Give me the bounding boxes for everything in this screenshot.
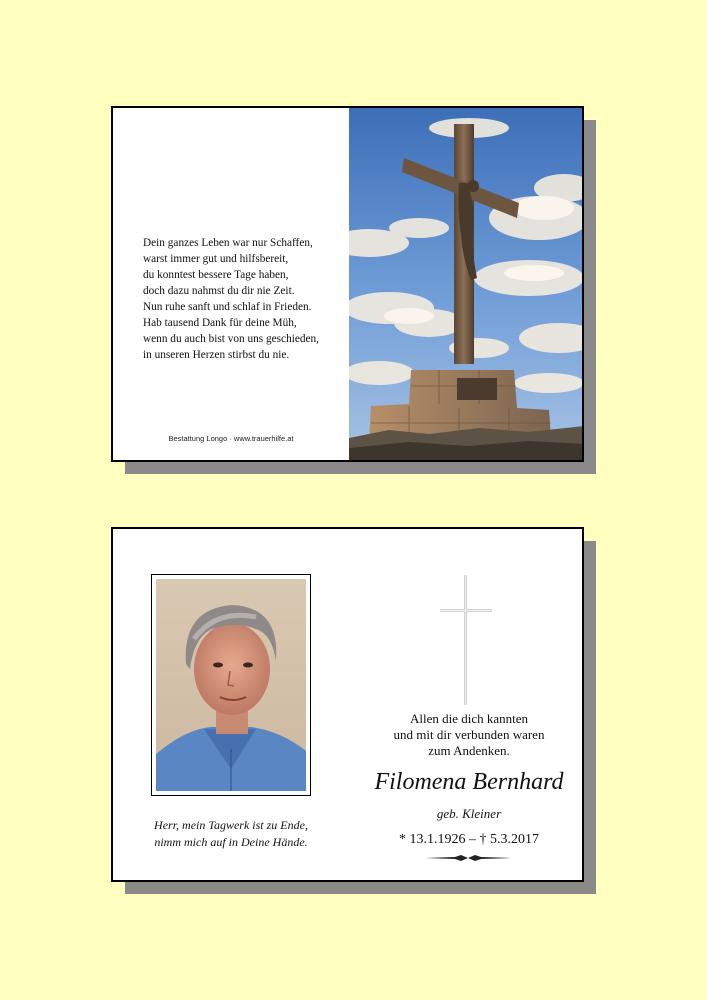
portrait-photo <box>156 579 306 791</box>
closing-verse <box>113 817 349 851</box>
poem-line: Dein ganzes Leben war nur Schaffen, <box>143 237 313 249</box>
poem-line: doch dazu nahmst du dir nie Zeit. <box>143 285 295 297</box>
poem-line: in unseren Herzen stirbst du nie. <box>143 349 290 361</box>
poem <box>143 235 363 363</box>
poem-line: warst immer gut und hilfsbereit, <box>143 253 289 265</box>
verse-line: Herr, mein Tagwerk ist zu Ende, <box>154 818 308 832</box>
maiden-name: geb. Kleiner <box>436 806 502 821</box>
poem-line: wenn du auch bist von uns geschieden, <box>143 333 320 345</box>
back-card <box>111 527 584 882</box>
tribute-line: und mit dir verbunden waren <box>393 727 545 742</box>
poem-line: Hab tausend Dank für deine Müh, <box>143 317 297 329</box>
poem-line: Nun ruhe sanft und schlaf in Frieden. <box>143 301 312 313</box>
verse-line: nimm mich auf in Deine Hände. <box>154 835 308 849</box>
funeral-home-footer: Bestattung Longo · www.trauerhilfe.at <box>168 434 294 443</box>
life-dates: * 13.1.1926 – † 5.3.2017 <box>399 832 539 847</box>
tribute-line: Allen die dich kannten <box>409 711 529 726</box>
deceased-name: Filomena Bernhard <box>374 769 564 795</box>
front-card <box>111 106 584 462</box>
tribute-line: zum Andenken. <box>428 743 510 758</box>
poem-line: du konntest bessere Tage haben, <box>143 269 289 281</box>
ornament-divider-icon <box>425 854 511 862</box>
summit-cross-photo <box>349 108 584 460</box>
portrait-frame <box>151 574 311 796</box>
cross-icon <box>440 575 492 705</box>
tribute-text <box>353 711 584 759</box>
